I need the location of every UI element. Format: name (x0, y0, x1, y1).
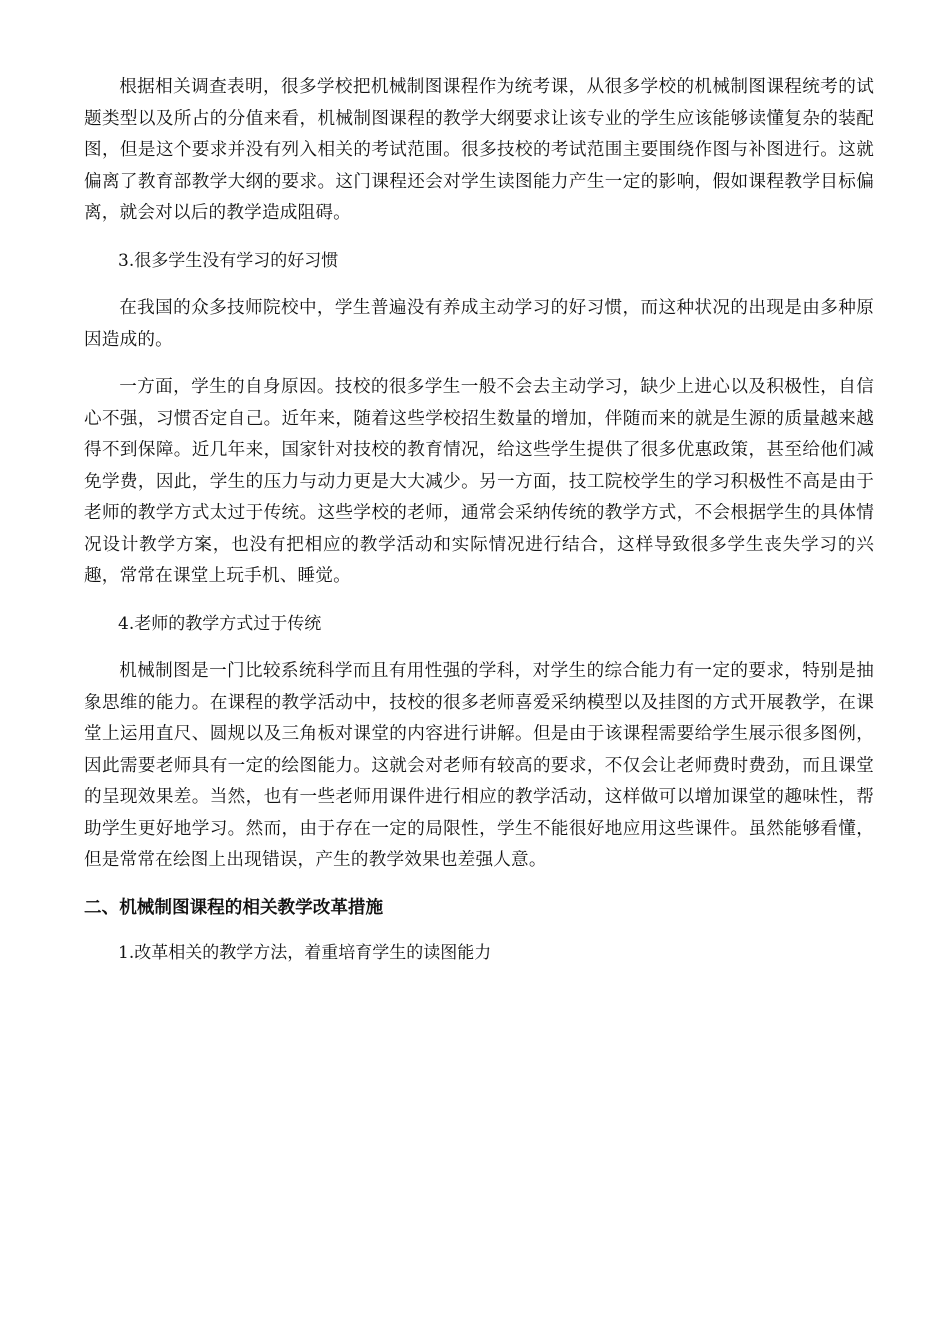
subheading-traditional-teaching: 4.老师的教学方式过于传统 (118, 613, 322, 634)
section-title-reform-measures: 二、机械制图课程的相关教学改革措施 (84, 897, 384, 918)
paragraph-student-causes: 一方面，学生的自身原因。技校的很多学生一般不会去主动学习，缺少上进心以及积极性，自信心不强，习惯否定自己。近年来，随着这些学校招生数量的增加，伴随而来的就是生源的质量越来越得不到保障。近几年来，国家针对技校的教育情况，给这些学生提供了很多优惠政策，甚至给他们减免学费，因此，学生的压力与动力更是大大减少。另一方面，技工院校学生的学习积极性不高是由于老师的教学方式太过于传统。这些学校的老师，通常会采纳传统的教学方式，不会根据学生的具体情况设计教学方案，也没有把相应的教学活动和实际情况进行结合，这样导致很多学生丧失学习的兴趣，常常在课堂上玩手机、睡觉。 (84, 377, 874, 586)
paragraph-habits-intro: 在我国的众多技师院校中，学生普遍没有养成主动学习的好习惯，而这种状况的出现是由多种原因造成的。 (84, 298, 874, 350)
subheading-study-habits: 3.很多学生没有学习的好习惯 (118, 250, 339, 271)
subheading-reform-methods: 1.改革相关的教学方法，着重培育学生的读图能力 (118, 943, 492, 963)
paragraph-exam-scope: 根据相关调查表明，很多学校把机械制图课程作为统考课，从很多学校的机械制图课程统考的试题类型以及所占的分值来看，机械制图课程的教学大纲要求让该专业的学生应该能够读懂复杂的装配图，但是这个要求并没有列入相关的考试范围。很多技校的考试范围主要围绕作图与补图进行。这就偏离了教育部教学大纲的要求。这门课程还会对学生读图能力产生一定的影响，假如课程教学目标偏离，就会对以后的教学造成阻碍。 (84, 77, 874, 223)
paragraph-teaching-methods: 机械制图是一门比较系统科学而且有用性强的学科，对学生的综合能力有一定的要求，特别是抽象思维的能力。在课程的教学活动中，技校的很多老师喜爱采纳模型以及挂图的方式开展教学，在课堂上运用直尺、圆规以及三角板对课堂的内容进行讲解。但是由于该课程需要给学生展示很多图例，因此需要老师具有一定的绘图能力。这就会对老师有较高的要求，不仅会让老师费时费劲，而且课堂的呈现效果差。当然，也有一些老师用课件进行相应的教学活动，这样做可以增加课堂的趣味性，帮助学生更好地学习。然而，由于存在一定的局限性，学生不能很好地应用这些课件。虽然能够看懂，但是常常在绘图上出现错误，产生的教学效果也差强人意。 (84, 661, 874, 870)
document-page (84, 72, 874, 986)
